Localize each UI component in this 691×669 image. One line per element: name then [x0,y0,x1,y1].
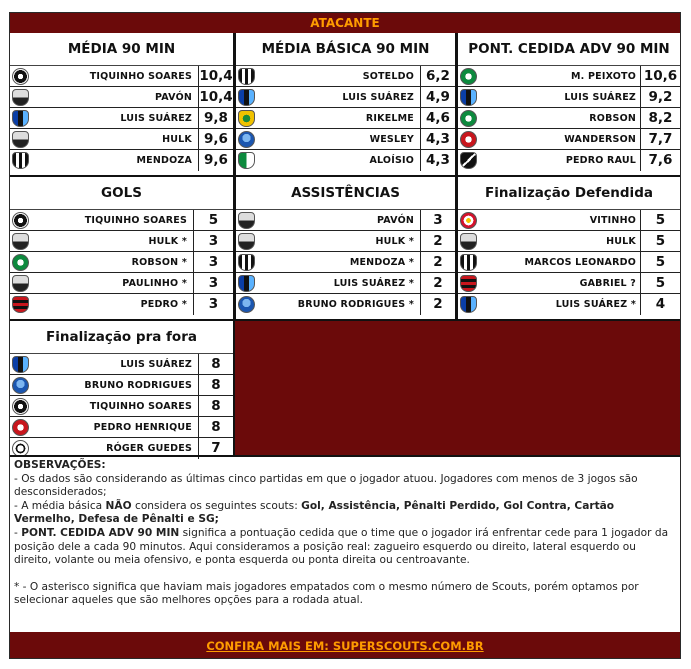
player-row [10,417,233,438]
player-name: LUIS SUÁREZ * [333,278,414,289]
player-row [10,252,233,273]
player-value: 7 [198,438,233,459]
footer-banner[interactable] [10,632,680,658]
panel-title: GOLS [10,177,233,210]
team-crest-icon [12,212,29,229]
footer-link[interactable]: CONFIRA MAIS EM: SUPERSCOUTS.COM.BR [206,639,484,653]
player-name: HULK * [148,236,187,247]
player-value: 2 [420,252,455,273]
player-row [236,150,455,171]
player-row [10,66,233,87]
player-value: 4,9 [420,87,455,108]
team-crest-icon [460,212,477,229]
panel-gols [10,177,233,315]
player-name: VITINHO [589,215,636,226]
player-value: 9,8 [198,108,233,129]
team-crest-icon [12,233,29,250]
team-crest-icon [238,254,255,271]
team-crest-icon [12,152,29,169]
player-value: 9,2 [640,87,680,108]
player-value: 8 [198,396,233,417]
team-crest-icon [12,377,29,394]
player-value: 10,4 [198,66,233,87]
player-row [236,108,455,129]
player-row [10,231,233,252]
panel-media-basica-90-min [236,33,455,171]
player-value: 2 [420,294,455,315]
player-name: ROBSON [589,113,636,124]
player-name: TIQUINHO SOARES [89,71,192,82]
player-row [236,66,455,87]
obs-line-3: - PONT. CEDIDA ADV 90 MIN significa a pontuação cedida que o time que o jogador irá enfrentar cede para 1 jogador da posição dele a cada 90 minutos. Aqui consideramos a posição real: zagueiro esquerdo ou direito, lateral esquerdo ou direito, volante ou meia ofensivo, e ponta esquerda ou ponta direita ou centroavante. [14,526,669,567]
player-value: 3 [193,273,233,294]
obs-heading: OBSERVAÇÕES: [14,459,106,471]
player-row [10,396,233,417]
team-crest-icon [12,296,29,313]
team-crest-icon [460,152,477,169]
team-crest-icon [12,110,29,127]
team-crest-icon [460,68,477,85]
player-name: TIQUINHO SOARES [84,215,187,226]
player-row [10,354,233,375]
panel-title: MÉDIA 90 MIN [10,33,233,66]
player-row [10,273,233,294]
player-value: 3 [420,210,455,231]
player-name: LUIS SUÁREZ [342,92,414,103]
panel-assistencias [236,177,455,315]
team-crest-icon [238,212,255,229]
player-row [236,273,455,294]
player-value: 10,6 [640,66,680,87]
player-value: 3 [193,252,233,273]
player-row [236,129,455,150]
player-name: BRUNO RODRIGUES * [297,299,414,310]
panel-title: Finalização Defendida [458,177,680,210]
panel-finalizacao-pra-fora [10,321,233,459]
team-crest-icon [460,233,477,250]
player-name: WESLEY [369,134,414,145]
player-name: LUIS SUÁREZ * [555,299,636,310]
obs-line-4: * - O asterisco significa que haviam mais jogadores empatados com o mesmo número de Scouts, porém optamos por selecionar aqueles que são melhores opções para a rodada atual. [14,580,639,607]
team-crest-icon [12,89,29,106]
panel-title: Finalização pra fora [10,321,233,354]
player-row [236,210,455,231]
player-value: 4,3 [420,150,455,171]
obs-line-1: - Os dados são considerando as últimas cinco partidas em que o jogador atuou. Jogadores com menos de 3 jogos são desconsiderados; [14,472,638,499]
player-row [10,150,233,171]
player-name: HULK * [375,236,414,247]
player-row [458,129,680,150]
player-value: 10,4 [198,87,233,108]
player-value: 3 [193,231,233,252]
panel-title: MÉDIA BÁSICA 90 MIN [236,33,455,66]
player-value: 9,6 [198,150,233,171]
team-crest-icon [12,254,29,271]
player-value: 9,6 [198,129,233,150]
player-value: 8,2 [640,108,680,129]
team-crest-icon [12,68,29,85]
player-value: 8 [198,375,233,396]
player-value: 5 [640,210,680,231]
team-crest-icon [238,152,255,169]
player-value: 2 [420,231,455,252]
player-name: PAVÓN [154,92,192,103]
panel-title: PONT. CEDIDA ADV 90 MIN [458,33,680,66]
player-row [458,66,680,87]
panel-finalizacao-defendida [458,177,680,315]
team-crest-icon [460,89,477,106]
player-row [236,231,455,252]
player-value: 7,6 [640,150,680,171]
player-name: PEDRO HENRIQUE [93,422,192,433]
player-value: 5 [193,210,233,231]
empty-filler [235,321,680,455]
player-row [458,150,680,171]
player-name: ALOÍSIO [369,155,414,166]
player-name: HULK [606,236,636,247]
panel-pont-cedida-adv [458,33,680,171]
team-crest-icon [238,89,255,106]
player-value: 6,2 [420,66,455,87]
player-row [10,108,233,129]
team-crest-icon [460,275,477,292]
team-crest-icon [12,398,29,415]
player-value: 7,7 [640,129,680,150]
player-name: PEDRO RAUL [565,155,636,166]
position-header: ATACANTE [10,13,680,33]
row-divider [10,175,680,177]
player-value: 5 [640,231,680,252]
team-crest-icon [460,296,477,313]
player-row [236,294,455,315]
player-row [10,294,233,315]
player-row [458,252,680,273]
team-crest-icon [12,275,29,292]
player-value: 3 [193,294,233,315]
player-value: 4,6 [420,108,455,129]
player-name: WANDERSON [564,134,636,145]
player-row [236,252,455,273]
column-divider [455,33,458,321]
player-row [458,87,680,108]
scout-table [9,12,681,659]
panel-title: ASSISTÊNCIAS [236,177,455,210]
player-row [10,129,233,150]
player-value: 4 [640,294,680,315]
player-row [10,87,233,108]
player-value: 2 [420,273,455,294]
player-name: MARCOS LEONARDO [524,257,636,268]
player-name: SOTELDO [362,71,414,82]
player-value: 5 [640,252,680,273]
player-value: 5 [640,273,680,294]
player-name: HULK [162,134,192,145]
team-crest-icon [12,356,29,373]
player-name: LUIS SUÁREZ [120,113,192,124]
player-row [458,294,680,315]
player-name: PAULINHO * [122,278,187,289]
player-row [458,210,680,231]
player-name: MENDOZA [136,155,192,166]
player-name: MENDOZA * [349,257,414,268]
player-row [458,231,680,252]
player-row [458,108,680,129]
player-name: RÓGER GUEDES [106,443,192,454]
team-crest-icon [238,110,255,127]
player-name: LUIS SUÁREZ [564,92,636,103]
player-row [236,87,455,108]
player-name: PEDRO * [140,299,187,310]
player-name: M. PEIXOTO [571,71,636,82]
observations [10,455,680,632]
obs-line-2: - A média básica NÃO considera os seguintes scouts: Gol, Assistência, Pênalti Perdido, Gol Contra, Cartão Vermelho, Defesa de Pênalti e SG; [14,499,615,526]
team-crest-icon [238,275,255,292]
team-crest-icon [238,68,255,85]
team-crest-icon [12,419,29,436]
player-name: TIQUINHO SOARES [89,401,192,412]
player-value: 8 [198,354,233,375]
player-value: 4,3 [420,129,455,150]
team-crest-icon [460,131,477,148]
column-divider [233,33,236,321]
team-crest-icon [238,296,255,313]
player-name: BRUNO RODRIGUES [84,380,192,391]
player-name: PAVÓN [376,215,414,226]
player-name: LUIS SUÁREZ [120,359,192,370]
player-row [10,210,233,231]
player-value: 8 [198,417,233,438]
team-crest-icon [460,254,477,271]
team-crest-icon [12,131,29,148]
player-name: ROBSON * [131,257,187,268]
team-crest-icon [238,131,255,148]
player-row [10,375,233,396]
panel-media-90-min [10,33,233,171]
player-name: GABRIEL ? [579,278,636,289]
team-crest-icon [460,110,477,127]
player-row [458,273,680,294]
team-crest-icon [238,233,255,250]
player-name: RIKELME [365,113,414,124]
